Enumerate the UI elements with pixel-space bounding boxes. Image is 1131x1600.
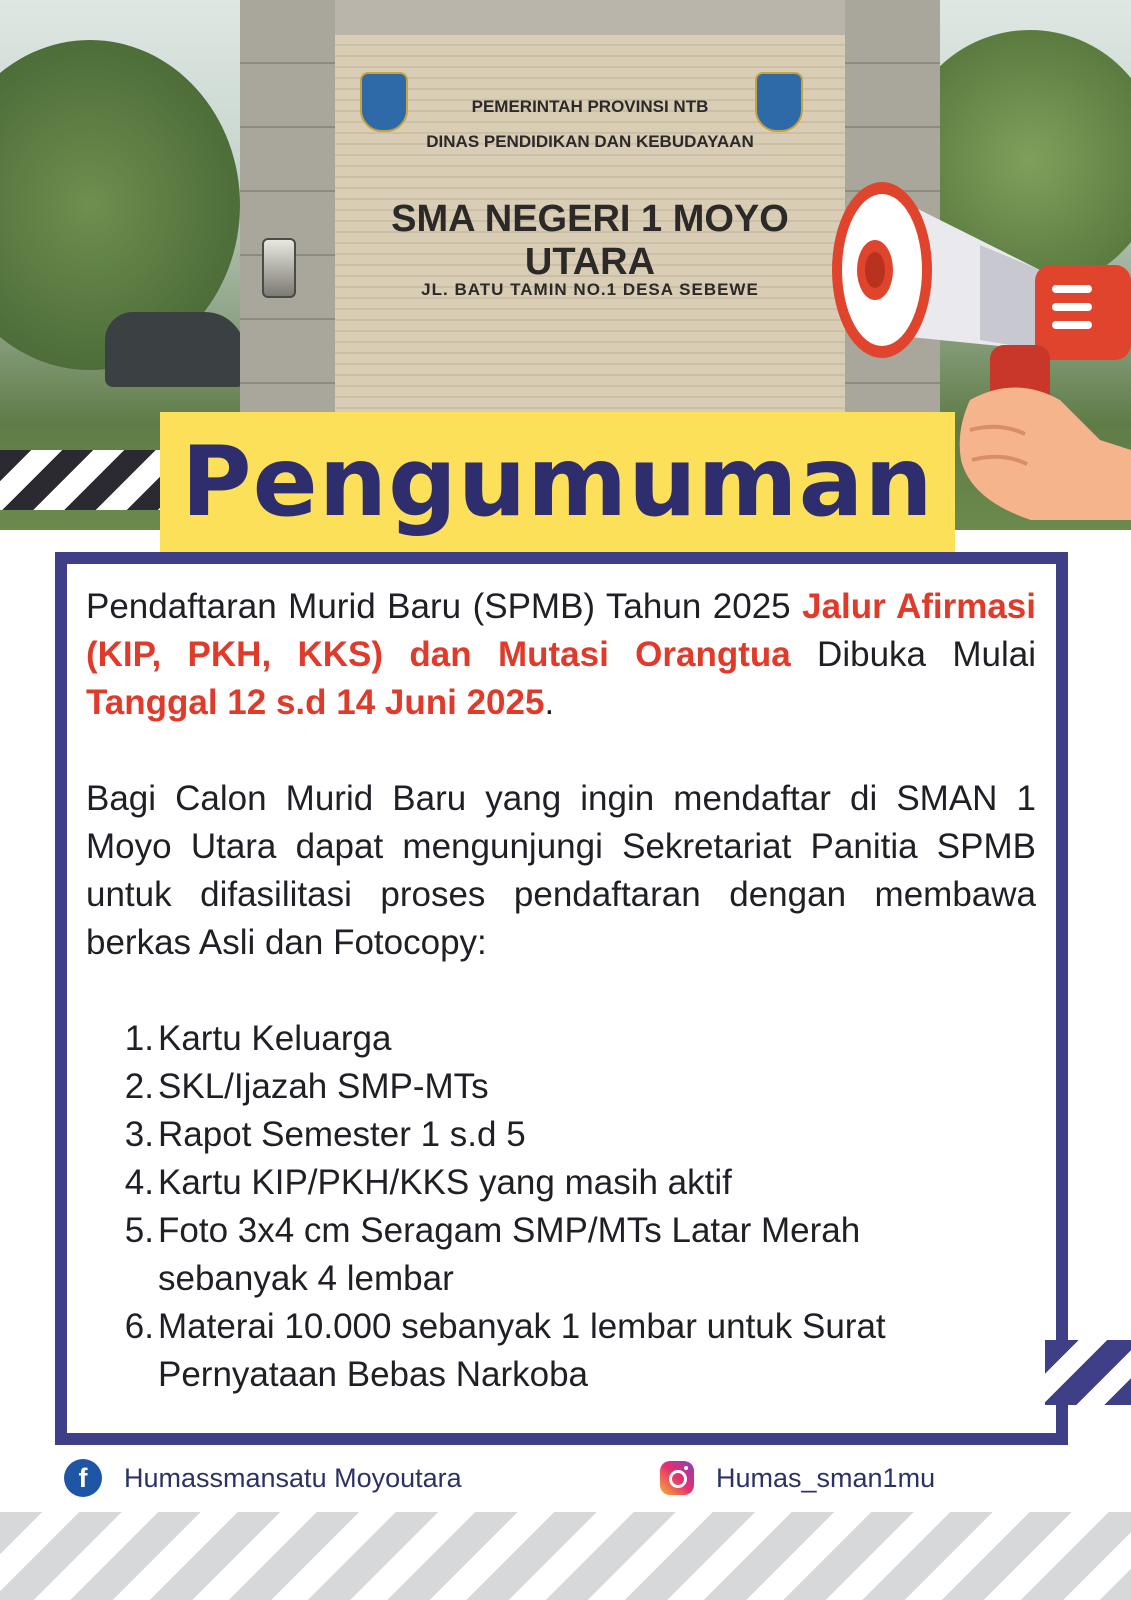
list-text: SKL/Ijazah SMP-MTs [158,1067,489,1106]
registration-date: Tanggal 12 s.d 14 Juni 2025 [86,683,545,722]
list-number: 4. [124,1163,154,1202]
list-text: Kartu KIP/PKH/KKS yang masih aktif [158,1163,732,1202]
list-item [86,1159,1036,1207]
instagram-link[interactable] [660,1458,935,1498]
list-item [86,1063,1036,1111]
facebook-link[interactable] [64,1458,462,1498]
list-item [86,1207,1036,1303]
list-text: Kartu Keluarga [158,1019,392,1058]
requirements-list [86,1015,1036,1399]
sign-school-name: SMA NEGERI 1 MOYO UTARA [391,198,789,283]
parked-car [105,312,245,387]
wall-lamp [262,238,296,298]
info-paragraph: Bagi Calon Murid Baru yang ingin mendaftar di SMAN 1 Moyo Utara dapat mengunjungi Sekretariat Panitia SPMB untuk difasilitasi proses pendaftaran dengan membawa berkas Asli dan Fotocopy: [86,779,1036,962]
page-title: Pengumuman [181,426,934,538]
decorative-stripes-right [1045,1340,1131,1405]
list-item [86,1015,1036,1063]
list-item [86,1111,1036,1159]
announcement-body [86,583,1036,1399]
sign-line-2: DINAS PENDIDIKAN DAN KEBUDAYAAN [426,132,754,151]
instagram-label: Humas_sman1mu [716,1462,936,1493]
intro-text: Pendaftaran Murid Baru (SPMB) Tahun 2025 [86,587,803,626]
sign-address: JL. BATU TAMIN NO.1 DESA SEBEWE [421,280,759,299]
facebook-label: Humassmansatu Moyoutara [124,1462,462,1493]
intro-paragraph [86,583,1036,727]
list-item [86,1303,1036,1399]
intro-highlight: Jalur Afirmasi (KIP, PKH, KKS) dan Mutasi Orangtua [86,587,1036,674]
intro-end: . [544,683,555,722]
list-text: Materai 10.000 sebanyak 1 lembar untuk Surat Pernyataan Bebas Narkoba [158,1307,886,1394]
list-number: 5. [124,1211,154,1250]
list-number: 2. [124,1067,154,1106]
decorative-stripes-footer [0,1512,1131,1600]
list-number: 3. [124,1115,154,1154]
instagram-icon [660,1461,694,1495]
list-number: 1. [124,1019,154,1058]
list-number: 6. [124,1307,154,1346]
intro-middle-text: Dibuka Mulai [790,635,1036,674]
facebook-icon: f [64,1459,102,1497]
sign-line-1: PEMERINTAH PROVINSI NTB [471,97,709,116]
list-text: Foto 3x4 cm Seragam SMP/MTs Latar Merah sebanyak 4 lembar [158,1211,861,1298]
gate-pillar-left [240,0,335,420]
list-text: Rapot Semester 1 s.d 5 [158,1115,526,1154]
